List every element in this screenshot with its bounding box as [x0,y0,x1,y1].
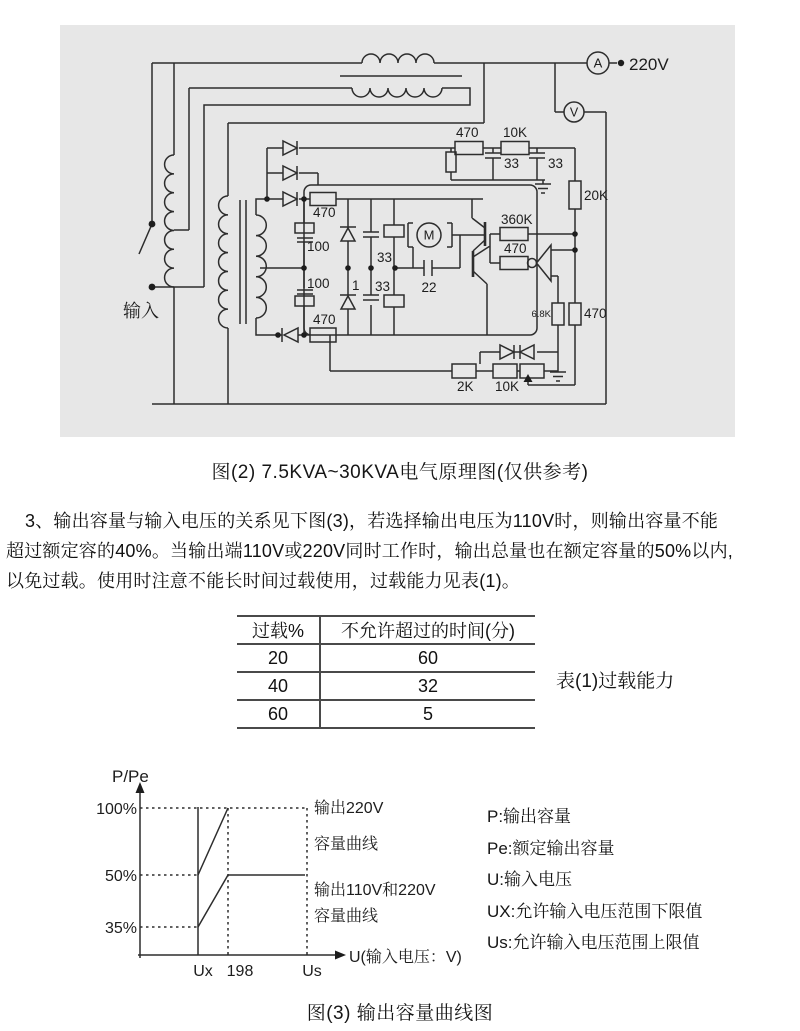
output-capacity-chart [60,752,480,995]
circuit-panel [60,25,735,437]
label-220v: 220V [629,55,669,74]
label-r470-d3: 470 [313,205,336,220]
resistor-470-d3 [310,193,336,206]
x-tick-ux: Ux [193,963,213,980]
label-c100-top: 100 [307,239,330,254]
label-r470-topblock: 470 [456,125,479,140]
figure3-caption: 图(3) 输出容量曲线图 [306,1003,494,1024]
resistor-10k-topblock [501,142,529,155]
paragraph-line: 以免过载。使用时注意不能长时间过载使用，过载能力见表(1)。 [6,571,520,591]
y-tick-50: 50% [104,868,137,885]
label-z1: 1 [352,278,360,293]
label-c33-topblock-1: 33 [504,156,520,171]
table-cell: 60 [237,700,320,728]
curve-110v-220v [198,875,305,927]
resistor-360k [500,228,528,241]
y-tick-35: 35% [104,920,137,937]
table-row [237,700,535,728]
paragraph-line: 3、输出容量与输入电压的关系见下图(3)，若选择输出电压为110V时，则输出容量不能 [25,511,719,531]
x-axis-label: U(输入电压：V) [349,949,462,966]
label-c33-topblock-2: 33 [548,156,564,171]
label-r10k-bot: 10K [495,379,520,394]
label-c22: 22 [421,280,437,295]
legend-item: P:输出容量 [487,807,572,826]
transformer-secondary-winding [256,215,266,318]
table-cell: 20 [237,644,320,672]
table-cell: 32 [320,672,535,700]
resistor-470-topblock [455,142,483,155]
label-r2k: 2K [457,379,474,394]
table-side-label: 表(1)过载能力 [556,671,675,692]
label-r470-bot: 470 [313,312,336,327]
label-r68k: 6.8K [531,309,551,320]
curve2-label-line1: 输出110V和220V [314,882,436,899]
circuit-diagram [60,25,735,437]
table-header-cell: 过载% [237,616,320,644]
label-c33-bot: 33 [375,279,391,294]
resistor-10k-bot [493,364,517,378]
table-cell: 40 [237,672,320,700]
figure2-caption: 图(2) 7.5KVA~30KVA电气原理图(仅供参考) [211,462,589,483]
control-box-outline [304,185,537,335]
resistor-20k [569,181,581,209]
y-axis-label: P/Pe [112,767,149,786]
table-row [237,644,535,672]
table-header-cell: 不允许超过的时间(分) [320,616,535,644]
circuit-wires [139,63,617,404]
label-input: 输入 [123,301,159,321]
resistor-470-drv [500,257,528,270]
label-motor: M [423,227,435,243]
paragraph-line: 超过额定容的40%。当输出端110V或220V同时工作时，输出总量也在额定容量的50%以内, [6,541,733,561]
chart-canvas [60,752,480,995]
label-voltmeter: V [569,105,579,120]
potentiometer [520,364,544,378]
table-cell: 60 [320,644,535,672]
legend-item: U:输入电压 [487,870,572,890]
x-tick-us: Us [302,963,322,980]
label-r360k: 360K [501,212,533,227]
cap-33-top-box [384,225,404,237]
series-inductor-top [362,54,434,63]
curve1-label-line1: 输出220V [314,800,384,817]
table-row [237,672,535,700]
curve1-label-line2: 容量曲线 [314,836,379,853]
x-tick-198: 198 [226,963,254,980]
label-ammeter: A [593,55,603,71]
legend-item: Us:允许输入电压范围上限值 [487,933,700,953]
label-c33-top: 33 [377,250,393,265]
curve-220v [198,808,228,875]
label-r20k: 20K [584,188,609,203]
resistor-2k [452,364,476,378]
label-c100-bot: 100 [307,276,330,291]
resistor-470-vert [569,303,581,325]
autotransformer-winding [165,155,174,287]
table-header-row [237,616,535,644]
cap-33-bot-box [384,295,404,307]
curve2-label-line2: 容量曲线 [314,908,379,925]
series-inductor-bottom [352,88,442,97]
body-paragraph [6,506,796,596]
table-cell: 5 [320,700,535,728]
label-r10k-topblock: 10K [503,125,528,140]
label-r470-vert: 470 [584,306,607,321]
transformer-primary-winding [219,196,228,328]
chart-legend [487,801,702,959]
diode-stack [283,141,297,206]
x-axis-arrow-icon [335,951,346,960]
legend-item: Pe:额定输出容量 [487,838,615,858]
opamp-icon [528,245,552,281]
legend-item: UX:允许输入电压范围下限值 [487,901,703,921]
chart-axes [138,790,338,958]
overload-table [237,615,535,729]
y-tick-100: 100% [96,801,137,818]
label-r470-drv: 470 [504,241,527,256]
resistor-68k [552,303,564,325]
